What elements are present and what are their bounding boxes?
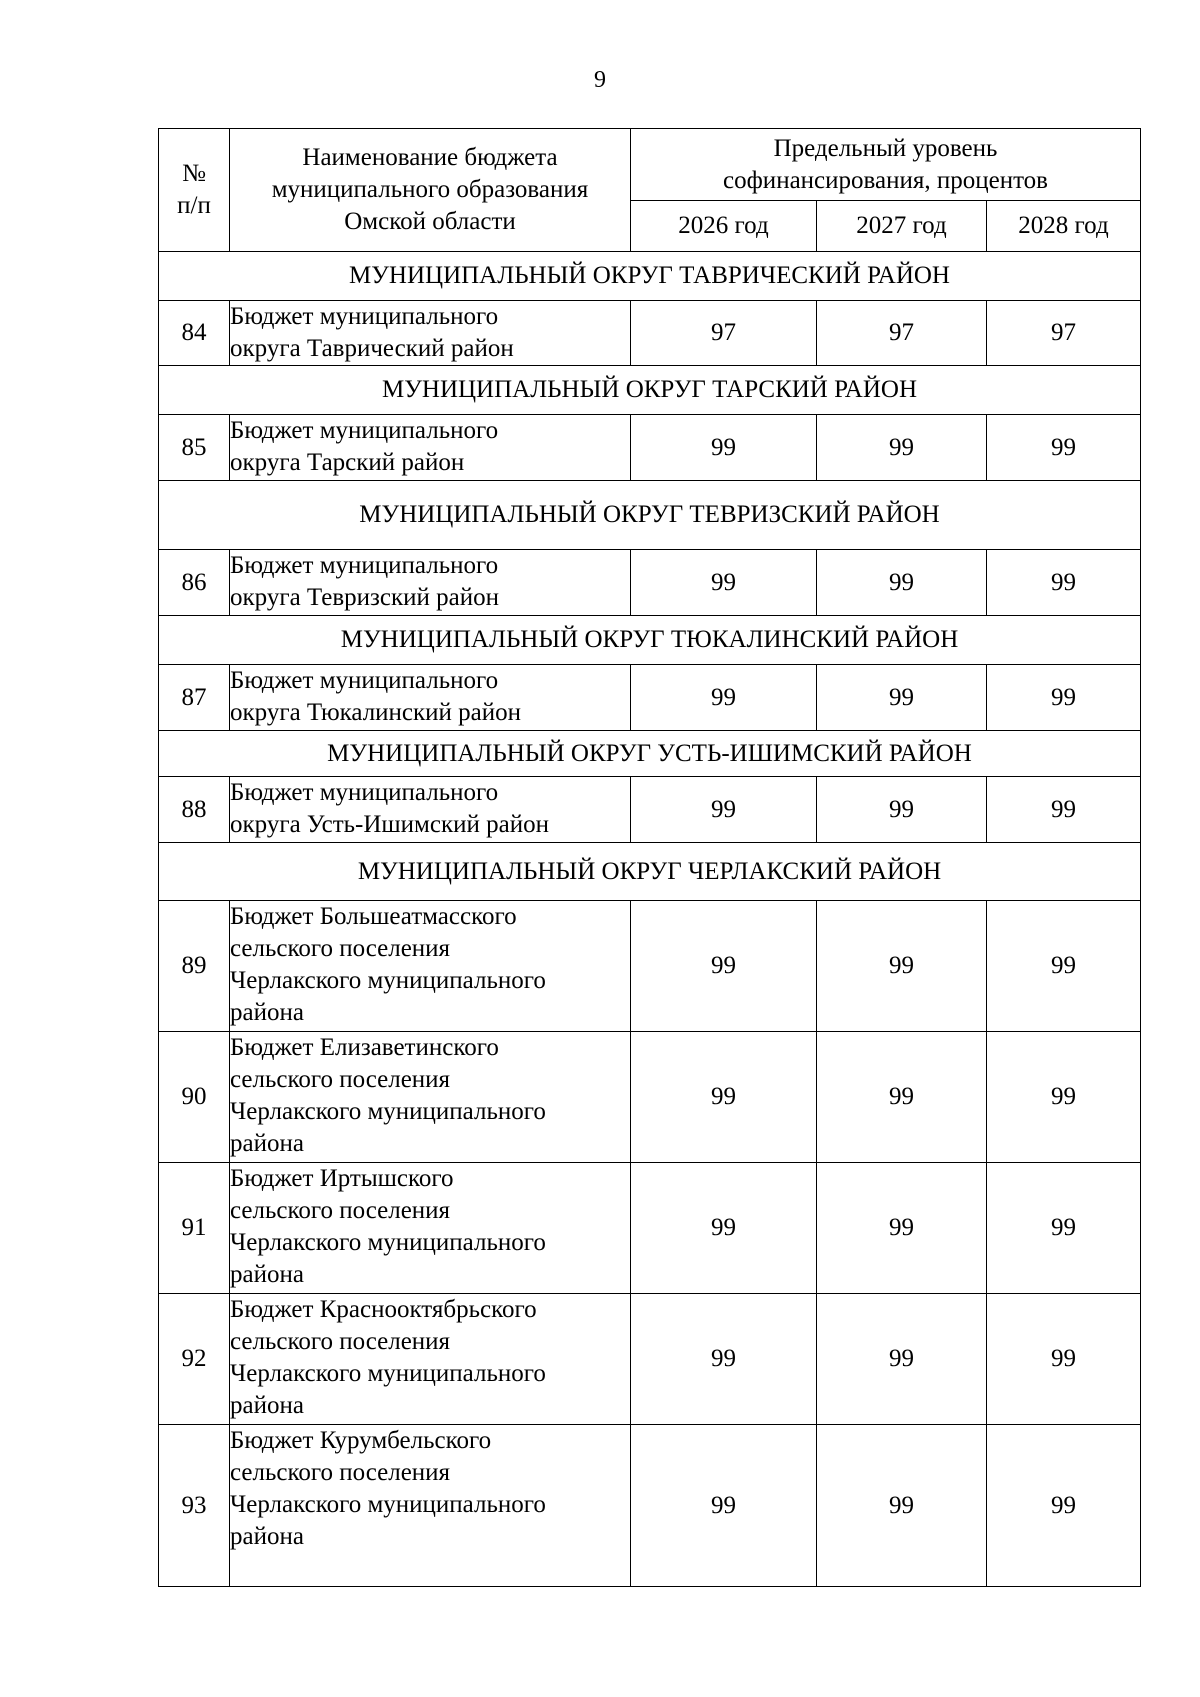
value-2026: 99 xyxy=(631,550,817,616)
value-2026: 99 xyxy=(631,1425,817,1587)
page-number: 9 xyxy=(594,67,606,93)
row-number: 84 xyxy=(159,301,230,366)
row-number: 87 xyxy=(159,665,230,731)
budget-name: Бюджет муниципального округа Таврический район xyxy=(230,301,631,366)
section-title: МУНИЦИПАЛЬНЫЙ ОКРУГ ТАВРИЧЕСКИЙ РАЙОН xyxy=(159,252,1141,301)
header-budget-name: Наименование бюджета муниципального образования Омской области xyxy=(230,129,631,252)
budget-name: Бюджет муниципального округа Тевризский район xyxy=(230,550,631,616)
section-title: МУНИЦИПАЛЬНЫЙ ОКРУГ УСТЬ-ИШИМСКИЙ РАЙОН xyxy=(159,731,1141,777)
value-2027: 97 xyxy=(817,301,987,366)
section-title: МУНИЦИПАЛЬНЫЙ ОКРУГ ЧЕРЛАКСКИЙ РАЙОН xyxy=(159,843,1141,901)
value-2028: 99 xyxy=(987,901,1141,1032)
section-title: МУНИЦИПАЛЬНЫЙ ОКРУГ ТАРСКИЙ РАЙОН xyxy=(159,366,1141,415)
section-title: МУНИЦИПАЛЬНЫЙ ОКРУГ ТЕВРИЗСКИЙ РАЙОН xyxy=(159,481,1141,550)
budget-name: Бюджет муниципального округа Тюкалинский район xyxy=(230,665,631,731)
header-year-2026: 2026 год xyxy=(631,201,817,252)
value-2027: 99 xyxy=(817,665,987,731)
row-number: 92 xyxy=(159,1294,230,1425)
header-row-number: № п/п xyxy=(159,129,230,252)
value-2026: 99 xyxy=(631,777,817,843)
table-row xyxy=(159,1425,1141,1587)
budget-name: Бюджет Иртышского сельского поселения Черлакского муниципального района xyxy=(230,1163,631,1294)
table-row xyxy=(159,777,1141,843)
value-2028: 99 xyxy=(987,1163,1141,1294)
value-2027: 99 xyxy=(817,1163,987,1294)
budget-name: Бюджет муниципального округа Усть-Ишимский район xyxy=(230,777,631,843)
row-number: 88 xyxy=(159,777,230,843)
budget-name: Бюджет Елизаветинского сельского поселения Черлакского муниципального района xyxy=(230,1032,631,1163)
table-body xyxy=(159,252,1141,1587)
row-number: 86 xyxy=(159,550,230,616)
value-2028: 99 xyxy=(987,415,1141,481)
section-title: МУНИЦИПАЛЬНЫЙ ОКРУГ ТЮКАЛИНСКИЙ РАЙОН xyxy=(159,616,1141,665)
value-2028: 99 xyxy=(987,550,1141,616)
table-row xyxy=(159,550,1141,616)
value-2026: 99 xyxy=(631,665,817,731)
value-2028: 99 xyxy=(987,1294,1141,1425)
table-row xyxy=(159,301,1141,366)
value-2027: 99 xyxy=(817,1032,987,1163)
value-2027: 99 xyxy=(817,550,987,616)
budget-name: Бюджет Курумбельского сельского поселения Черлакского муниципального района xyxy=(230,1425,631,1587)
row-number: 90 xyxy=(159,1032,230,1163)
value-2027: 99 xyxy=(817,1425,987,1587)
row-number: 85 xyxy=(159,415,230,481)
value-2028: 97 xyxy=(987,301,1141,366)
header-year-2027: 2027 год xyxy=(817,201,987,252)
value-2027: 99 xyxy=(817,1294,987,1425)
row-number: 91 xyxy=(159,1163,230,1294)
header-cofinancing-level: Предельный уровень софинансирования, процентов xyxy=(631,129,1141,201)
value-2026: 99 xyxy=(631,901,817,1032)
table-row xyxy=(159,1163,1141,1294)
value-2028: 99 xyxy=(987,1032,1141,1163)
value-2026: 97 xyxy=(631,301,817,366)
row-number: 93 xyxy=(159,1425,230,1587)
budget-name: Бюджет муниципального округа Тарский район xyxy=(230,415,631,481)
value-2028: 99 xyxy=(987,1425,1141,1587)
budget-name: Бюджет Большеатмасского сельского поселения Черлакского муниципального района xyxy=(230,901,631,1032)
value-2028: 99 xyxy=(987,665,1141,731)
value-2027: 99 xyxy=(817,415,987,481)
value-2027: 99 xyxy=(817,777,987,843)
value-2028: 99 xyxy=(987,777,1141,843)
value-2026: 99 xyxy=(631,1294,817,1425)
value-2027: 99 xyxy=(817,901,987,1032)
table-row xyxy=(159,901,1141,1032)
budget-name: Бюджет Краснооктябрьского сельского поселения Черлакского муниципального района xyxy=(230,1294,631,1425)
row-number: 89 xyxy=(159,901,230,1032)
table-row xyxy=(159,1294,1141,1425)
value-2026: 99 xyxy=(631,1163,817,1294)
header-year-2028: 2028 год xyxy=(987,201,1141,252)
table-row xyxy=(159,665,1141,731)
value-2026: 99 xyxy=(631,415,817,481)
table-row xyxy=(159,1032,1141,1163)
value-2026: 99 xyxy=(631,1032,817,1163)
budget-cofinancing-table xyxy=(158,128,1141,1587)
table-row xyxy=(159,415,1141,481)
